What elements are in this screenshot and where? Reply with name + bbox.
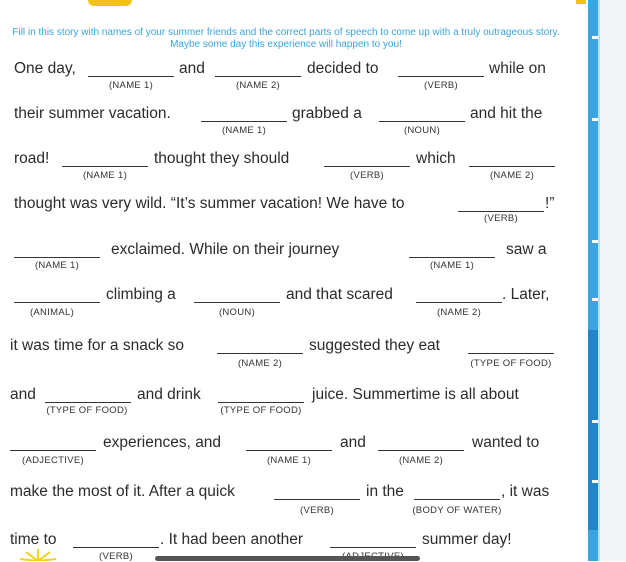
story-text: saw a [506,241,547,258]
blank-verb[interactable] [73,547,159,548]
blank-name-1[interactable] [88,76,174,77]
blank-verb[interactable] [398,76,484,77]
top-right-decoration [576,0,586,4]
blank-label: (NOUN) [218,307,256,318]
blank-adjective[interactable] [330,547,416,548]
story-text: and [10,386,36,403]
story-text: their summer vacation. [14,105,171,122]
story-text: juice. Summertime is all about [312,386,519,403]
blank-label: (TYPE OF FOOD) [46,405,128,416]
story-text: grabbed a [292,105,362,122]
story-text: and [179,60,205,77]
story-text: thought was very wild. “It’s summer vacation! We have to [14,195,405,212]
horizontal-scrollbar[interactable] [155,556,420,561]
blank-name-2[interactable] [215,76,301,77]
story-text: and drink [137,386,201,403]
blank-label: (NAME 1) [82,170,128,181]
story-text: climbing a [106,286,176,303]
blank-name-1[interactable] [246,450,332,451]
blank-label: (NOUN) [403,125,441,136]
blank-label: (NAME 1) [221,125,267,136]
blank-name-2[interactable] [378,450,464,451]
right-dark-stripe [588,330,598,530]
blank-label: (VERB) [99,551,133,562]
stripe-tick [592,480,598,483]
story-text: experiences, and [103,434,222,451]
story-text: summer day! [422,531,512,548]
story-text: while on [489,60,546,77]
blank-label: (VERB) [424,80,458,91]
story-text: in the [366,483,404,500]
story-text: time to [10,531,57,548]
story-text: which [416,150,456,167]
story-text: make the most of it. After a quick [10,483,235,500]
blank-label: (TYPE OF FOOD) [470,358,552,369]
stripe-tick [592,298,598,301]
blank-label: (NAME 2) [398,455,444,466]
blank-label: (VERB) [484,213,518,224]
blank-type-of-food[interactable] [45,402,131,403]
blank-type-of-food[interactable] [468,353,554,354]
story-text: !” [545,195,555,212]
story-text: . Later, [502,286,550,303]
blank-label: (VERB) [300,505,334,516]
blank-label: (TYPE OF FOOD) [220,405,302,416]
story-text: and that scared [286,286,393,303]
stripe-tick [592,420,598,423]
instructions-text: Fill in this story with names of your summer friends and the correct parts of speech to come up with a truly outrageous story. Maybe some day this experience will happen to you! [12,27,560,50]
blank-adjective[interactable] [10,450,96,451]
blank-name-1[interactable] [409,257,495,258]
story-text: One day, [14,60,76,77]
blank-animal[interactable] [14,302,100,303]
blank-label: (NAME 1) [266,455,312,466]
blank-label: (NAME 1) [108,80,154,91]
story-text: thought they should [154,150,290,167]
blank-label: (NAME 2) [489,170,535,181]
story-text: and hit the [470,105,543,122]
blank-name-2[interactable] [469,166,555,167]
story-text: exclaimed. While on their journey [111,241,340,258]
blank-name-1[interactable] [62,166,148,167]
blank-label: (NAME 2) [436,307,482,318]
blank-label: (ADJECTIVE) [22,455,84,466]
story-text: , it was [501,483,550,500]
blank-verb[interactable] [274,499,360,500]
stripe-tick [592,118,598,121]
story-text: road! [14,150,50,167]
story-text: wanted to [472,434,540,451]
blank-label: (VERB) [350,170,384,181]
right-stripe-edge [598,0,600,561]
blank-name-2[interactable] [416,302,502,303]
stripe-tick [592,36,598,39]
story-text: and [340,434,366,451]
story-text: decided to [307,60,379,77]
blank-type-of-food[interactable] [218,402,304,403]
blank-name-1[interactable] [14,257,100,258]
blank-label: (BODY OF WATER) [412,505,502,516]
sun-icon [18,548,58,561]
blank-body-of-water[interactable] [414,499,500,500]
blank-noun[interactable] [379,121,465,122]
stripe-tick [592,240,598,243]
blank-label: (NAME 2) [235,80,281,91]
blank-label: (NAME 2) [237,358,283,369]
blank-verb[interactable] [458,211,544,212]
blank-verb[interactable] [324,166,410,167]
top-decoration-tab [88,0,132,6]
blank-noun[interactable] [194,302,280,303]
blank-label: (NAME 1) [429,260,475,271]
blank-label: (ANIMAL) [29,307,75,318]
story-text: it was time for a snack so [10,337,185,354]
blank-name-1[interactable] [201,121,287,122]
story-text: suggested they eat [309,337,440,354]
blank-label: (NAME 1) [34,260,80,271]
blank-name-2[interactable] [217,353,303,354]
story-text: . It had been another [160,531,304,548]
